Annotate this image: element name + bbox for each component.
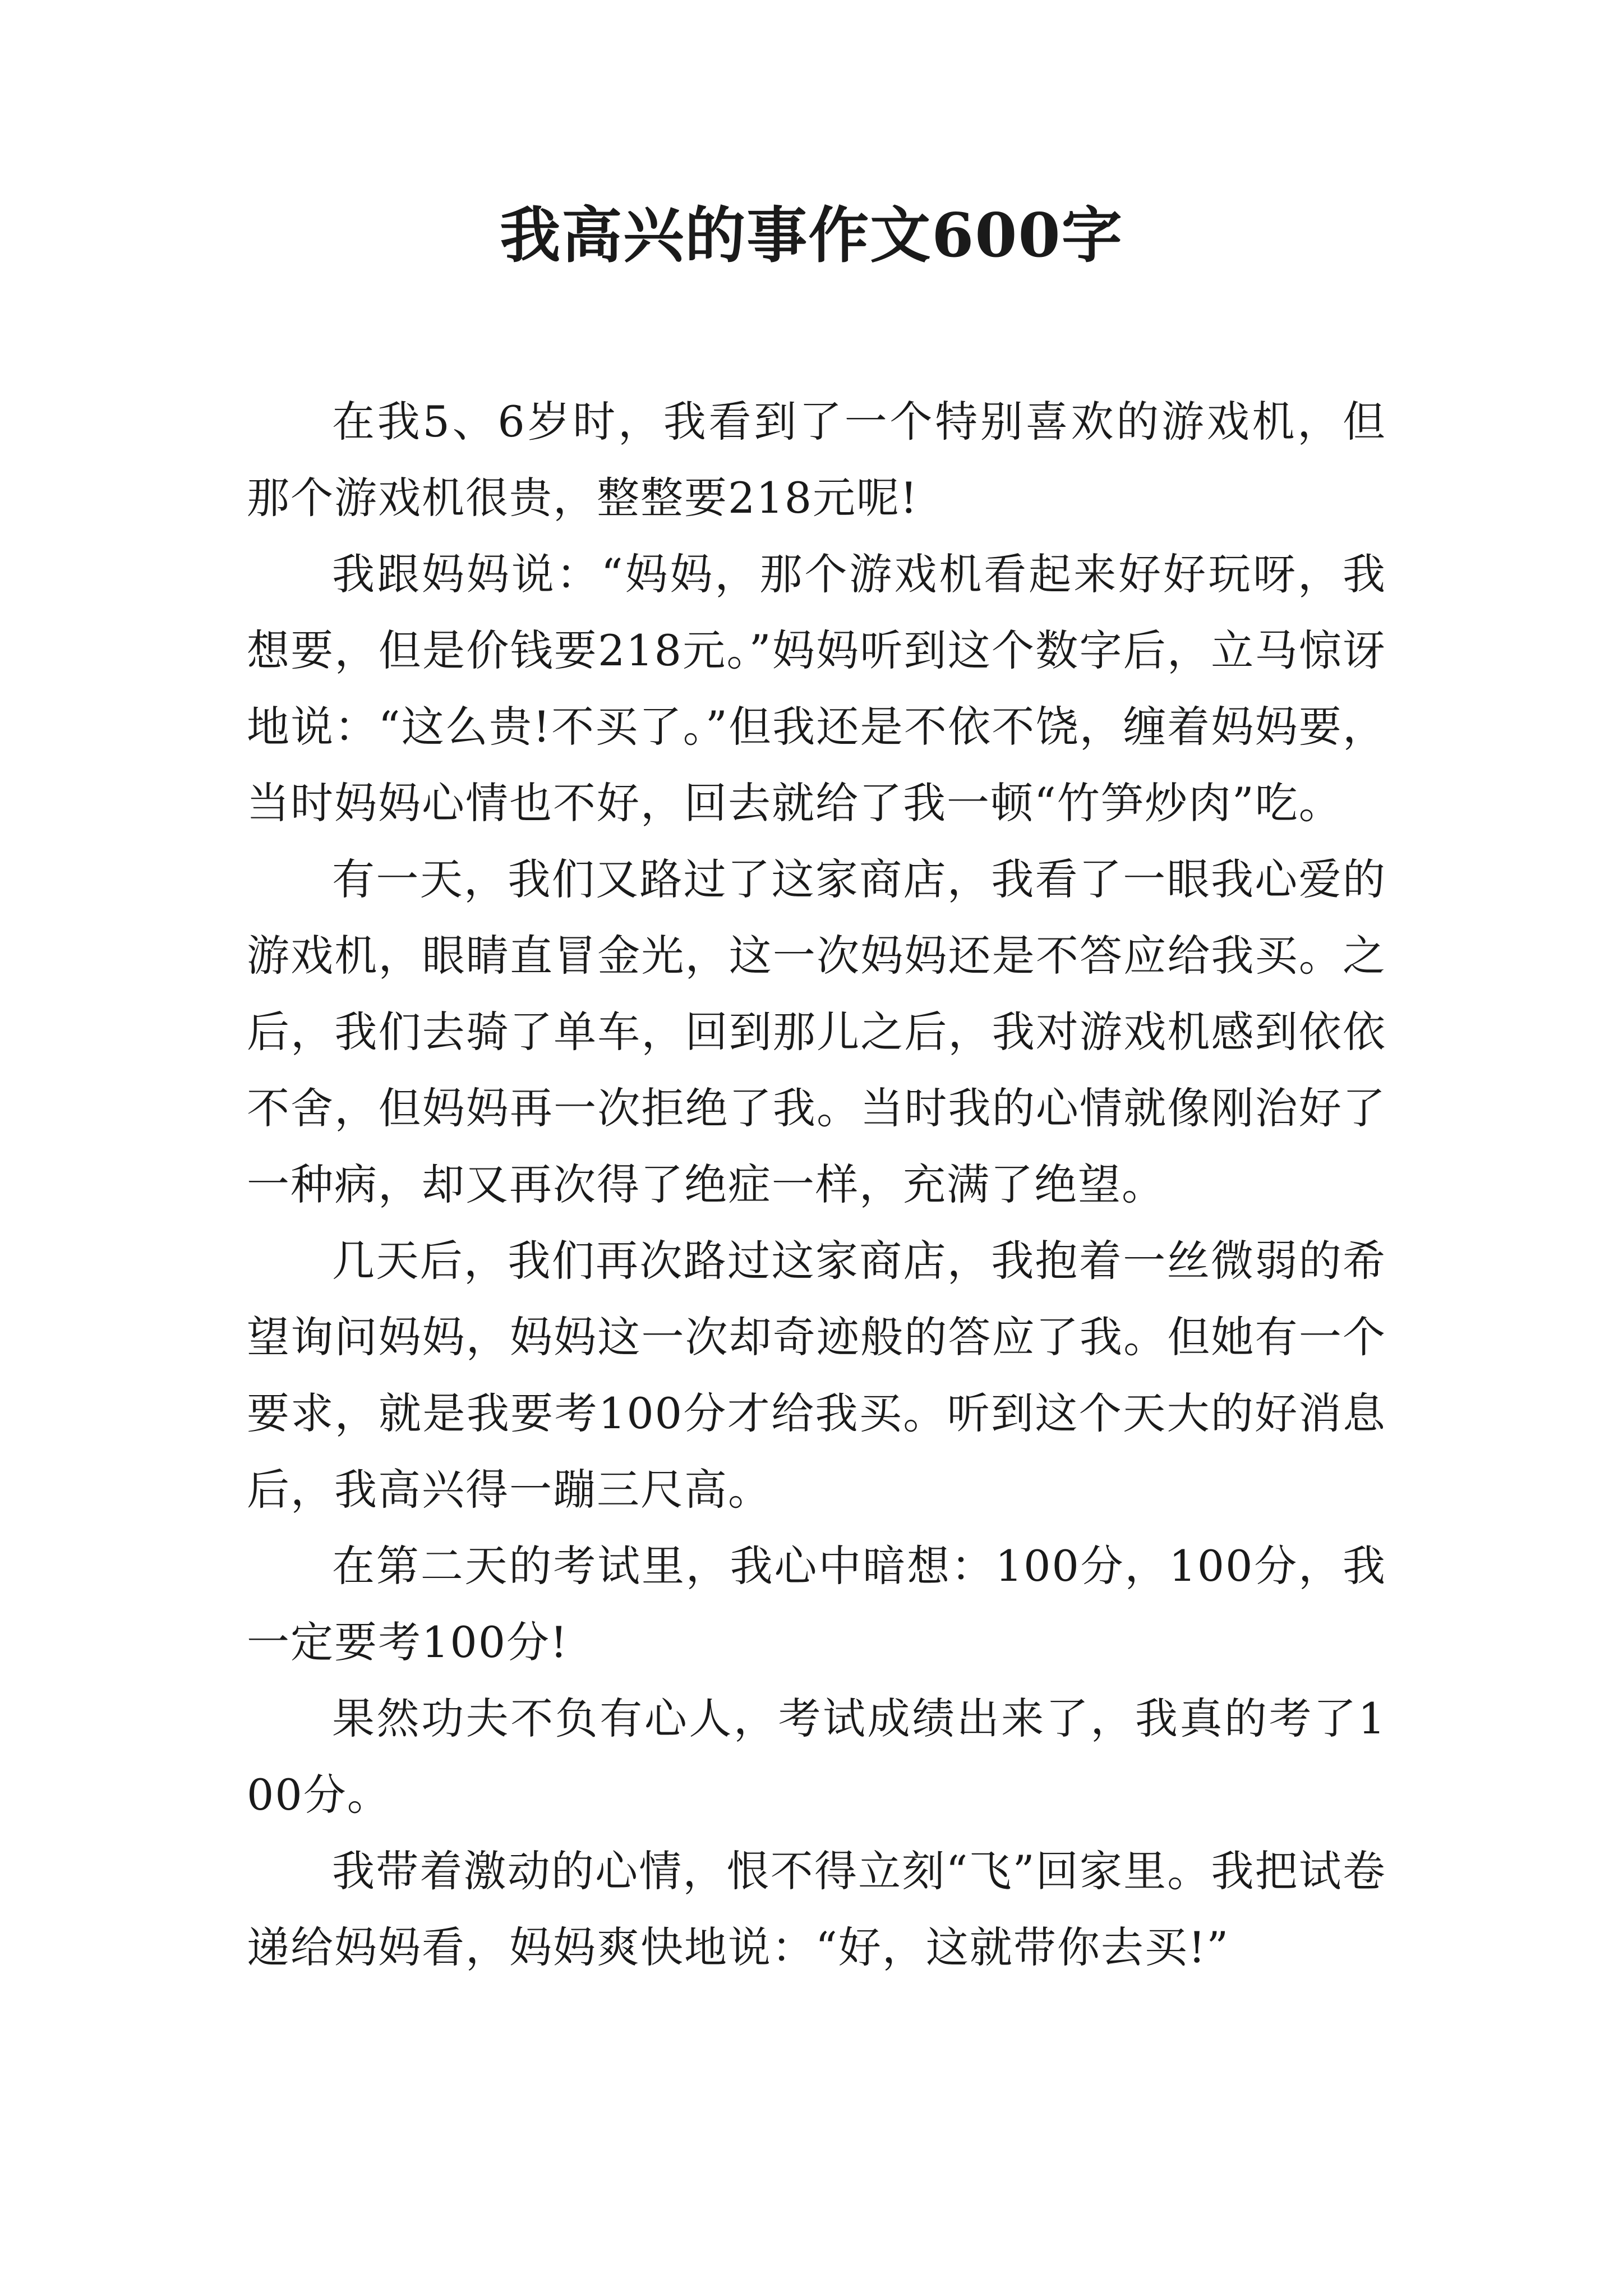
paragraph-5: 在第二天的考试里，我心中暗想：100分，100分，我一定要考100分!: [247, 1541, 1386, 1667]
paragraph-2: 我跟妈妈说：“妈妈，那个游戏机看起来好好玩呀，我想要，但是价钱要218元。”妈妈听到这个数字后，立马惊讶地说：“这么贵!不买了。”但我还是不依不饶，缠着妈妈要，当时妈妈心情也不好，回去就给了我一顿“竹笋炒肉”吃。: [247, 549, 1386, 828]
document-body: [247, 384, 1386, 1986]
paragraph-3: 有一天，我们又路过了这家商店，我看了一眼我心爱的游戏机，眼睛直冒金光，这一次妈妈还是不答应给我买。之后，我们去骑了单车，回到那儿之后，我对游戏机感到依依不舍，但妈妈再一次拒绝了我。当时我的心情就像刚治好了一种病，却又再次得了绝症一样，充满了绝望。: [247, 854, 1386, 1209]
paragraph-7: 我带着激动的心情，恨不得立刻“飞”回家里。我把试卷递给妈妈看，妈妈爽快地说：“好，这就带你去买!”: [247, 1846, 1386, 1972]
paragraph-1: 在我5、6岁时，我看到了一个特别喜欢的游戏机，但那个游戏机很贵，整整要218元呢!: [247, 397, 1386, 523]
paragraph-4: 几天后，我们再次路过这家商店，我抱着一丝微弱的希望询问妈妈，妈妈这一次却奇迹般的答应了我。但她有一个要求，就是我要考100分才给我买。听到这个天大的好消息后，我高兴得一蹦三尺高。: [247, 1236, 1386, 1515]
document-title: 我高兴的事作文600字: [500, 200, 1123, 271]
paragraph-6: 果然功夫不负有心人，考试成绩出来了，我真的考了100分。: [247, 1694, 1386, 1820]
